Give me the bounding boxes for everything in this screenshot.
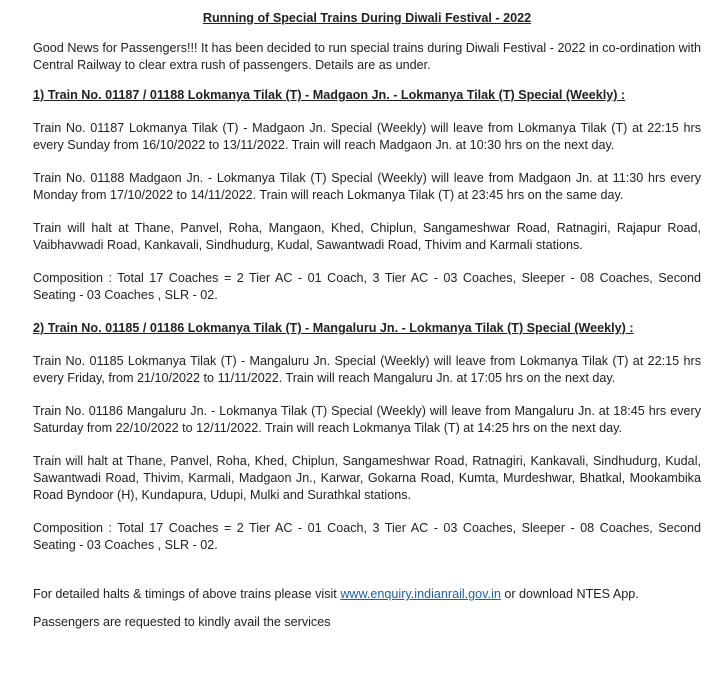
spacer [33, 570, 701, 586]
intro-paragraph: Good News for Passengers!!! It has been decided to run special trains during Diwali Festival - 2022 in co-ordination with Central Railway to clear extra rush of passengers. Details are as under. [33, 41, 701, 72]
section-1-heading: 1) Train No. 01187 / 01188 Lokmanya Tilak (T) - Madgaon Jn. - Lokmanya Tilak (T) Special (Weekly) : [33, 88, 626, 102]
section-1-halts: Train will halt at Thane, Panvel, Roha, Mangaon, Khed, Chiplun, Sangameshwar Road, Ratnagiri, Rajapur Road, Vaibhavwadi Road, Kankavali, Sindhudurg, Kudal, Sawantwadi Road, Thivim and Karmali stations. [33, 221, 701, 252]
section-1-paragraph-1: Train No. 01187 Lokmanya Tilak (T) - Madgaon Jn. Special (Weekly) will leave from Lokmanya Tilak (T) at 22:15 hrs every Sunday from 16/10/2022 to 13/11/2022. Train will reach Madgaon Jn. at 10:30 hrs on the next day. [33, 121, 701, 152]
section-2-heading: 2) Train No. 01185 / 01186 Lokmanya Tilak (T) - Mangaluru Jn. - Lokmanya Tilak (T) Special (Weekly) : [33, 321, 634, 335]
halts-info-suffix: or download NTES App. [500, 587, 639, 601]
section-2-paragraph-2: Train No. 01186 Mangaluru Jn. - Lokmanya Tilak (T) Special (Weekly) will leave from Mangaluru Jn. at 18:45 hrs every Saturday from 22/10/2022 to 12/11/2022. Train will reach Lokmanya Tilak (T) at 14:25 hrs on the next day. [33, 404, 701, 435]
halts-info-line [33, 586, 701, 603]
document-title: Running of Special Trains During Diwali Festival - 2022 [202, 11, 532, 25]
section-1-composition: Composition : Total 17 Coaches = 2 Tier AC - 01 Coach, 3 Tier AC - 03 Coaches, Sleeper - 08 Coaches, Second Seating - 03 Coaches , SLR - 02. [33, 271, 701, 302]
enquiry-website-link[interactable]: www.enquiry.indianrail.gov.in [340, 587, 501, 601]
section-2-composition: Composition : Total 17 Coaches = 2 Tier AC - 01 Coach, 3 Tier AC - 03 Coaches, Sleeper - 08 Coaches, Second Seating - 03 Coaches , SLR - 02. [33, 521, 701, 552]
halts-info-prefix: For detailed halts & timings of above trains please visit [33, 587, 341, 601]
section-2-paragraph-1: Train No. 01185 Lokmanya Tilak (T) - Mangaluru Jn. Special (Weekly) will leave from Lokmanya Tilak (T) at 22:15 hrs every Friday, from 21/10/2022 to 11/11/2022. Train will reach Mangaluru Jn. at 17:05 hrs on the next day. [33, 354, 701, 385]
closing-line: Passengers are requested to kindly avail the services [33, 615, 331, 629]
section-2-halts: Train will halt at Thane, Panvel, Roha, Khed, Chiplun, Sangameshwar Road, Ratnagiri, Kankavali, Sindhudurg, Kudal, Sawantwadi Road, Thivim, Karmali, Madgaon Jn., Karwar, Gokarna Road, Kumta, Murdeshwar, Bhatkal, Mookambika Road Byndoor (H), Kundapura, Udupi, Mulki and Surathkal stations. [33, 454, 701, 502]
section-1-paragraph-2: Train No. 01188 Madgaon Jn. - Lokmanya Tilak (T) Special (Weekly) will leave from Madgaon Jn. at 11:30 hrs every Monday from 17/10/2022 to 14/11/2022. Train will reach Lokmanya Tilak (T) at 23:45 hrs on the same day. [33, 171, 701, 202]
